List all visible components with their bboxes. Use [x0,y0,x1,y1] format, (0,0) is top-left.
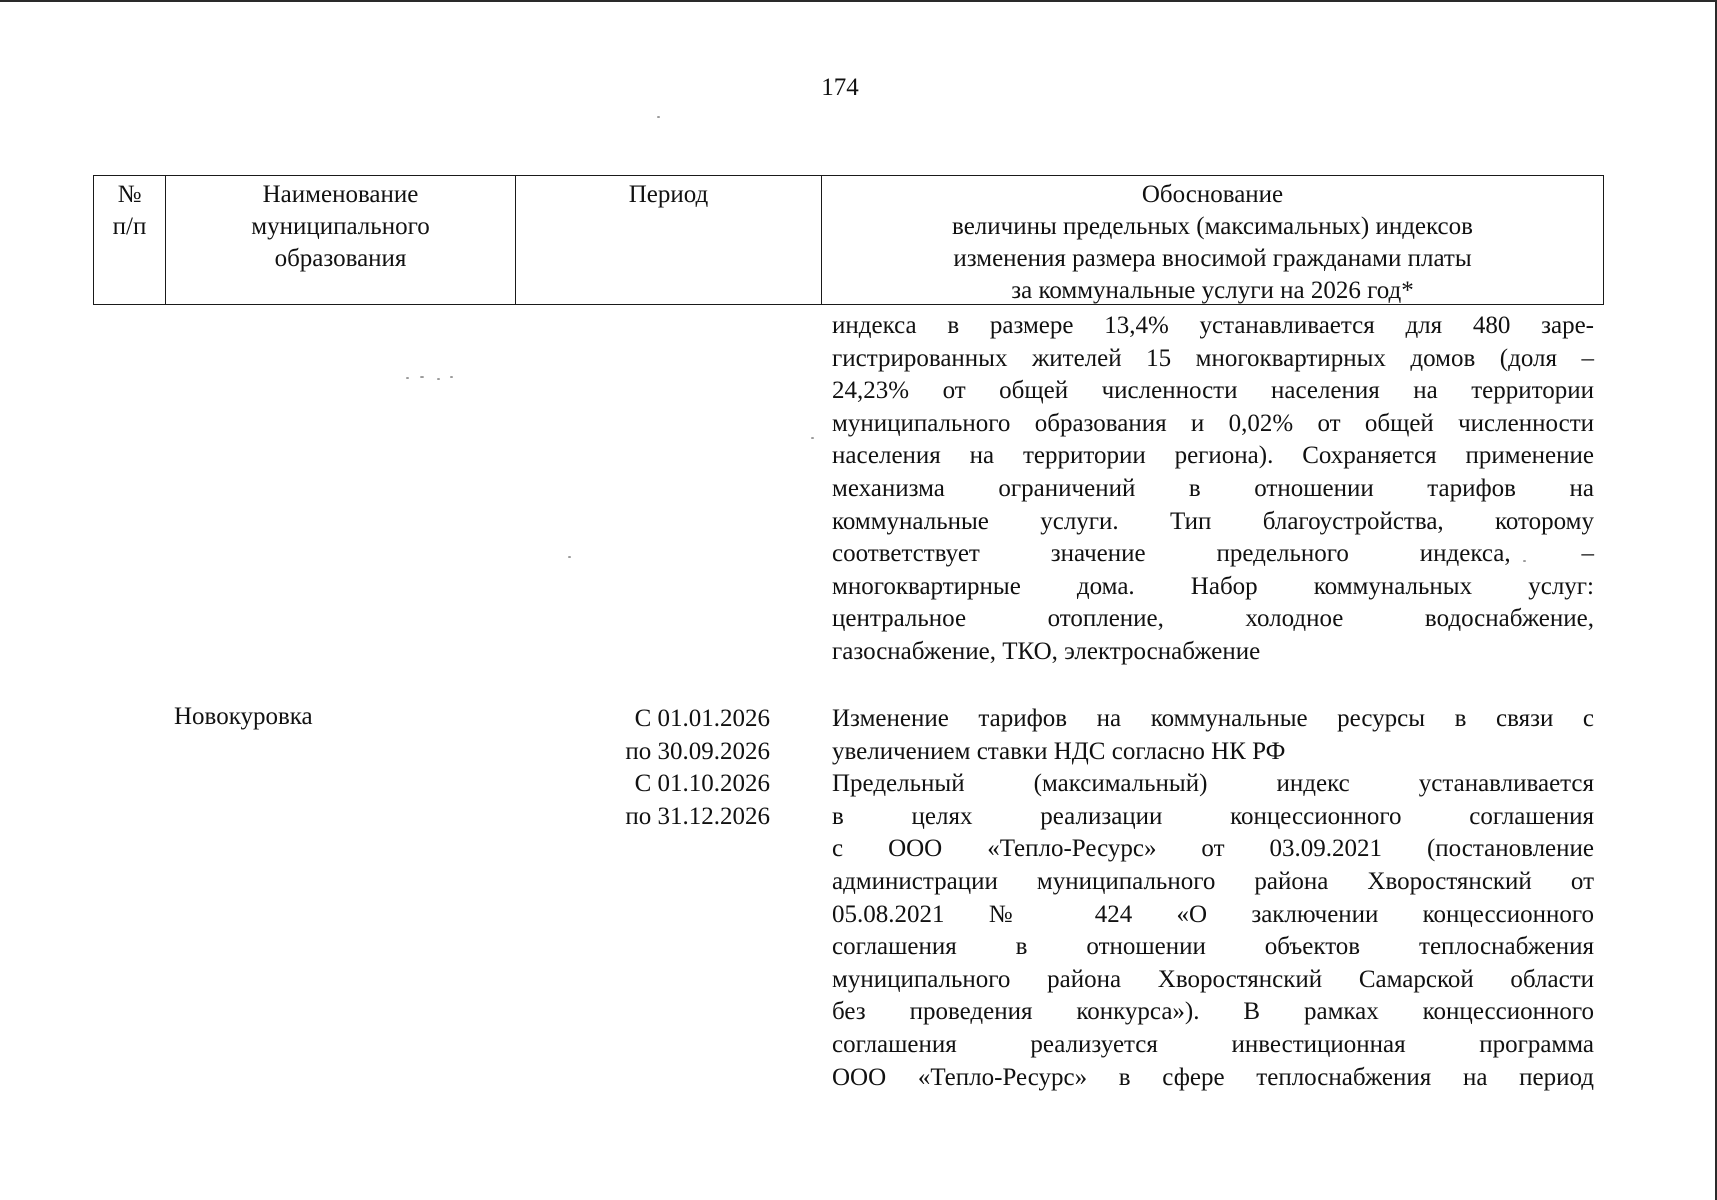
continuation-line: механизма ограничений в отношении тарифов на [832,474,1594,502]
justification-line: в целях реализации концессионного соглашения [832,802,1594,830]
scan-speck [450,376,453,378]
continuation-line: соответствует значение предельного индекса, – [832,540,1594,568]
justification-line: соглашения реализуется инвестиционная программа [832,1030,1594,1058]
continuation-line: населения на территории региона). Сохраняется применение [832,442,1594,470]
header-col-number: № п/п [94,176,166,304]
continuation-line: индекса в размере 13,4% устанавливается для 480 заре- [832,312,1594,339]
continuation-line: 24,23% от общей численности населения на территории [832,377,1594,405]
justification-line: Предельный (максимальный) индекс устанавливается [832,770,1594,798]
justification-line: муниципального района Хворостянский Самарской области [832,965,1594,993]
page-number: 174 [821,74,859,101]
header-col-period: Период [516,176,822,304]
continuation-line: гистрированных жителей 15 многоквартирных домов (доля – [832,344,1594,372]
period-line: по 30.09.2026 [625,737,770,765]
scan-edge-top [0,0,1717,2]
continuation-line: центральное отопление, холодное водоснабжение, [832,605,1594,633]
period-line: по 31.12.2026 [625,802,770,830]
justification-line: соглашения в отношении объектов теплоснабжения [832,933,1594,961]
justification-line: 05.08.2021 № 424 «О заключении концессионного [832,900,1594,928]
period-line: С 01.10.2026 [634,770,770,798]
municipality-name: Новокуровка [174,703,313,730]
continuation-line: газоснабжение, ТКО, электроснабжение [832,637,1261,665]
continuation-line: коммунальные услуги. Тип благоустройства, которому [832,507,1594,535]
justification-line: увеличением ставки НДС согласно НК РФ [832,737,1286,765]
justification-line: с ООО «Тепло-Ресурс» от 03.09.2021 (постановление [832,835,1594,863]
justification-line: администрации муниципального района Хворостянский от [832,867,1594,895]
scan-speck [420,376,424,378]
scan-speck [657,116,660,118]
justification-line: Изменение тарифов на коммунальные ресурсы в связи с [832,705,1594,732]
scan-speck [568,556,571,558]
scan-speck [406,377,409,379]
justification-line: без проведения конкурса»). В рамках концессионного [832,998,1594,1026]
scan-speck [811,437,814,439]
justification-text [832,703,1594,1094]
justification-line: ООО «Тепло-Ресурс» в сфере теплоснабжения на период [832,1063,1594,1091]
period-line: С 01.01.2026 [634,705,770,732]
table-header [93,175,1604,305]
continuation-line: муниципального образования и 0,02% от общей численности [832,409,1594,437]
continuation-text [832,310,1594,669]
continuation-line: многоквартирные дома. Набор коммунальных услуг: [832,572,1594,600]
header-col-justification: Обоснование величины предельных (максимальных) индексов изменения размера вносимой гражданами платы за коммунальные услуги на 2026 год* [952,181,1473,304]
scan-speck [437,378,440,380]
header-col-municipality: Наименование муниципального образования [166,176,516,304]
period-cell [560,703,770,833]
